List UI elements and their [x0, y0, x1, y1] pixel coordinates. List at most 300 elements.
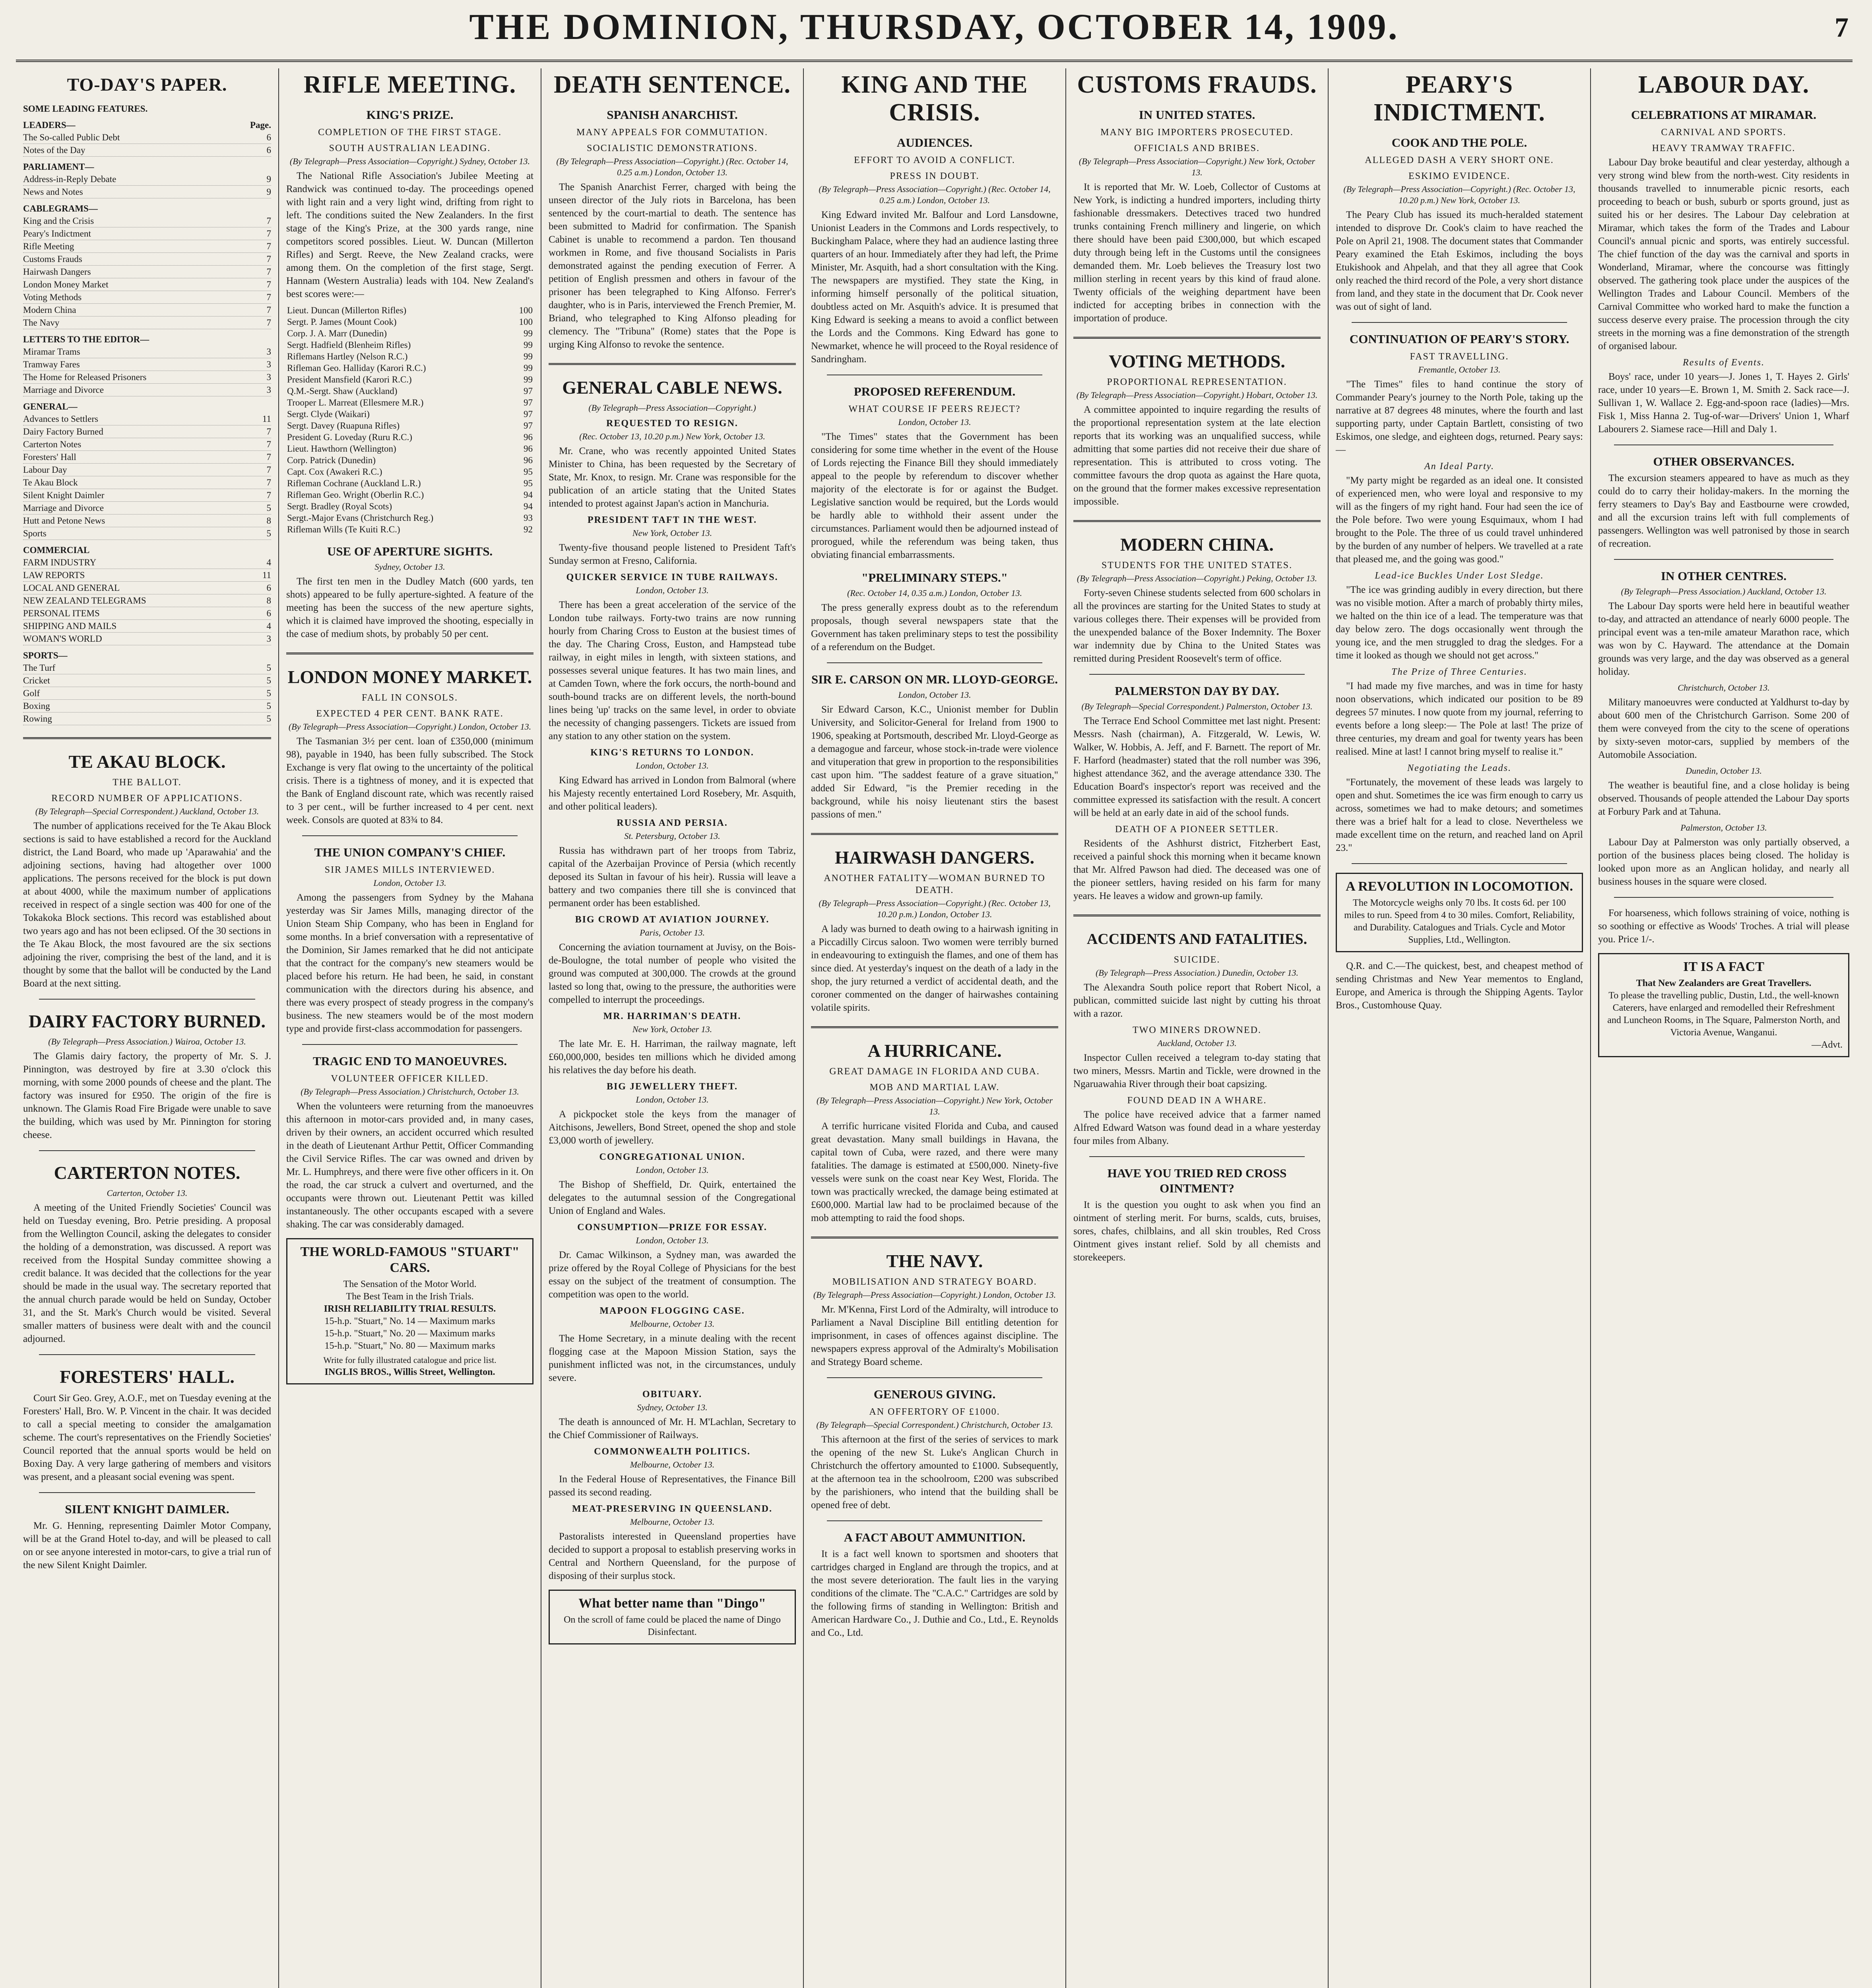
- index-item: [23, 266, 271, 278]
- te-akau-sub2: RECORD NUMBER OF APPLICATIONS.: [51, 793, 243, 804]
- spanish-sub: MANY APPEALS FOR COMMUTATION.: [576, 127, 768, 138]
- dairy-dateline: (By Telegraph—Press Association.) Wairoa, October 13.: [48, 1037, 246, 1046]
- china-dateline: (By Telegraph—Press Association—Copyright.) Peking, October 13.: [1077, 573, 1317, 583]
- shipping-agents-notice: Q.R. and C.—The quickest, best, and cheapest method of sending Christmas and New Year mementos to England, Europe, and America is through the Shipping Agents. Taylor Bros., Customhouse Quay.: [1336, 961, 1583, 1011]
- contents-index: [23, 103, 271, 725]
- negotiating-body: "Fortunately, the movement of these leads was largely to open and shut. Sometimes the ice was firm enough to carry us across, sometimes we had to make detours; and sometimes there was a brief halt for a lead to close. Nevertheless we made excellent time on the return, and reached land on April 23.": [1336, 777, 1583, 853]
- aperture-body: The first ten men in the Dudley Match (600 yards, ten shots) appeared to be fully aperture-sighted. A feature of the meeting has been the success of the new aperture sights, which it is claimed have improved the shooting, especially in the case of medium shots, by probably 50 per cent.: [286, 576, 533, 639]
- index-item-page: 4: [266, 557, 271, 567]
- suicide-dateline: (By Telegraph—Press Association.) Dunedin, October 13.: [1095, 968, 1299, 978]
- index-item-page: 6: [266, 145, 271, 155]
- divider: [1089, 674, 1305, 675]
- index-item: [23, 620, 271, 633]
- hurricane-sub2: MOB AND MARTIAL LAW.: [869, 1082, 1000, 1093]
- kings-prize-dateline: (By Telegraph—Press Association—Copyright.) Sydney, October 13.: [289, 156, 530, 166]
- divider: [827, 1377, 1042, 1378]
- index-item-page: 5: [266, 676, 271, 685]
- table-row: [286, 512, 533, 524]
- index-section-label: CABLEGRAMS—: [23, 204, 98, 214]
- silent-knight-heading: SILENT KNIGHT DAIMLER.: [65, 1502, 229, 1516]
- advert-results: [293, 1315, 527, 1352]
- index-item-page: 11: [262, 570, 271, 580]
- pioneer-body: Residents of the Ashhurst district, Fitzherbert East, received a painful shock this morning when it became known that Mr. Alfred Pawson had died. The deceased was one of the pioneer settlers, having resided on his farm for many years. He leaves a widow and grown-up family.: [1073, 838, 1321, 901]
- cook-body: The Peary Club has issued its much-heralded statement intended to disprove Dr. Cook's claim to have reached the Pole on April 21, 1908. The document states that Commander Peary examined the Etah Eskimos, including the boys Etukishook and Ahpelah, and that they all agree that Cook only reached the third record of the Pole, a very short distance from land, and they state in the document that Dr. Cook never was out of sight of land.: [1336, 210, 1583, 312]
- whare-body: The police have received advice that a farmer named Alfred Edward Watson was found dead in a whare yesterday four miles from Albany.: [1073, 1109, 1321, 1146]
- columns: [16, 68, 1856, 1988]
- advert-line: The Sensation of the Motor World.: [343, 1279, 477, 1289]
- cable-item-dateline: Sydney, October 13.: [637, 1402, 708, 1412]
- index-item-page: 3: [266, 372, 271, 382]
- index-item-page: 7: [266, 292, 271, 302]
- palmerston-body: The Terrace End School Committee met last night. Present: Messrs. Nash (chairman), A. Fitzgerald, W. Lewis, W. Walker, W. Hobbis, A. Jeff, and F. Barnett. The report of Mr. F. Harford (headmaster) stated that the roll number was 396, highest attendance 362, and the average attendance 330. The Education Board's inspector's report was received and the committee expressed its satisfaction with the result. A concert will be held at an early date in aid of the school funds.: [1073, 716, 1321, 818]
- divider: [23, 737, 271, 739]
- us-sub: MANY BIG IMPORTERS PROSECUTED.: [1100, 127, 1294, 138]
- index-item-label: Hairwash Dangers: [23, 267, 91, 277]
- competitor-score: 99: [524, 340, 533, 350]
- cable-item-heading: CONGREGATIONAL UNION.: [599, 1152, 745, 1162]
- index-item-page: 3: [266, 347, 271, 357]
- audiences-body: King Edward invited Mr. Balfour and Lord Lansdowne, Unionist Leaders in the Commons and Lords respectively, to Buckingham Palace, where they had an audience lasting three quarters of an hour. Immediately after they had left, the Prime Minister, Mr. Asquith, had a short consultation with the King. The newspapers are mystified. They state the King, in informing himself personally of the political situation, doubtless acted on Mr. Asquith's advice. It is presumed that King Edward is seeking a means to avoid a conflict between the Lords and the Commons. King Edward has gone to Newmarket, whence he will proceed to the Royal residence of Sandringham.: [811, 210, 1058, 365]
- index-section-label: COMMERCIAL: [23, 545, 90, 555]
- money-market-sub: FALL IN CONSOLS.: [361, 693, 458, 703]
- cable-item-dateline: New York, October 13.: [632, 1024, 712, 1034]
- centres-dateline: (By Telegraph—Press Association.) Auckland, October 13.: [1621, 586, 1827, 596]
- referendum-sub: WHAT COURSE IF PEERS REJECT?: [848, 404, 1021, 414]
- ammunition-body: It is a fact well known to sportsmen and shooters that cartridges charged in England are through the tropics, and at the most severe deterioration. The fault lies in the varying conditions of the climate. The "C.A.C." Cartridges are sold by the following firms of standing in Wellington: British and American Hardware Co., J. Duthie and Co., Ltd., E. Reynolds and Co., Ltd.: [811, 1549, 1058, 1638]
- continuation-sub: FAST TRAVELLING.: [1410, 351, 1509, 362]
- cook-dateline: (By Telegraph—Press Association—Copyright.) (Rec. October 13, 10.20 p.m.) New York, October 13.: [1343, 184, 1575, 205]
- index-item-label: Tramway Fares: [23, 359, 80, 369]
- index-item: [23, 346, 271, 358]
- competitor-name: President G. Loveday (Ruru R.C.): [287, 432, 412, 442]
- divider: [39, 999, 255, 1000]
- table-row: [286, 397, 533, 408]
- competitor-score: 100: [519, 305, 533, 315]
- advert-title: THE WORLD-FAMOUS "STUART" CARS.: [300, 1244, 520, 1275]
- index-item: [23, 594, 271, 607]
- navy-dateline: (By Telegraph—Press Association—Copyright.) London, October 13.: [813, 1290, 1056, 1300]
- hairwash-heading: HAIRWASH DANGERS.: [835, 847, 1034, 868]
- cable-item-body: The Bishop of Sheffield, Dr. Quirk, entertained the delegates to the autumnal session of the Congregational Union of England and Wales.: [549, 1179, 796, 1216]
- stuart-cars-advert: [286, 1238, 533, 1384]
- cable-item-dateline: London, October 13.: [636, 1165, 709, 1175]
- voting-body: A committee appointed to inquire regarding the results of the proportional representation system at the late election reports that its working was an unqualified success, while admitting that some parties did not receive their due share of representation. This is attributed to cross voting. The committee favours the drop quota as against the Hare quota, on the ground that the former makes excessive representation impossible.: [1073, 404, 1321, 507]
- advert-agent: INGLIS BROS., Willis Street, Wellington.: [324, 1367, 495, 1377]
- index-item-label: Rifle Meeting: [23, 241, 74, 251]
- prize-body: "I had made my five marches, and was in time for hasty noon observations, which indicated our position to be 89 degrees 57 minutes. I now quote from my journal, referring to events before a long sleep:— The Pole at last! The prize of three centuries, my dream and goal for twenty years has been realised. Mine at last! I cannot bring myself to realise it.": [1336, 681, 1583, 757]
- table-row: [286, 443, 533, 454]
- peary-heading: PEARY'S INDICTMENT.: [1373, 71, 1545, 126]
- index-item-page: 5: [266, 701, 271, 711]
- drowned-dateline: Auckland, October 13.: [1157, 1038, 1237, 1048]
- column-4: [803, 68, 1065, 1988]
- miramar-sub2: HEAVY TRAMWAY TRAFFIC.: [1652, 143, 1796, 153]
- competitor-name: Sergt. Davey (Ruapuna Rifles): [287, 421, 400, 431]
- competitor-name: Rifleman Geo. Wright (Oberlin R.C.): [287, 490, 424, 500]
- competitor-name: Corp. Patrick (Dunedin): [287, 455, 376, 465]
- cook-heading: COOK AND THE POLE.: [1391, 136, 1527, 149]
- index-section: [23, 649, 271, 662]
- divider: [1352, 863, 1567, 864]
- preliminary-heading: "PRELIMINARY STEPS.": [861, 571, 1008, 584]
- ideal-body: "My party might be regarded as an ideal one. It consisted of experienced men, who were loyal and responsive to my will as the fingers of my right hand. Four had seen the ice of the Pole before. Two were young Esquimaux, whom I had brought to the Pole. The three of us could travel unhindered by the burden of any number of helpers. We travelled at a rate that pleased me, and the going was good.": [1336, 475, 1583, 565]
- cable-item-heading: MEAT-PRESERVING IN QUEENSLAND.: [572, 1504, 772, 1514]
- table-row: [286, 408, 533, 420]
- index-item-label: Advances to Settlers: [23, 414, 99, 424]
- masthead: [16, 0, 1853, 62]
- table-row: [286, 351, 533, 362]
- competitor-score: 94: [524, 490, 533, 500]
- index-item: [23, 144, 271, 157]
- index-item-label: The Home for Released Prisoners: [23, 372, 147, 382]
- index-item-page: 7: [266, 439, 271, 449]
- cable-item-heading: OBITUARY.: [642, 1389, 702, 1400]
- te-akau-sub: THE BALLOT.: [113, 777, 182, 788]
- tragic-dateline: (By Telegraph—Press Association.) Christchurch, October 13.: [301, 1087, 519, 1097]
- cable-item-dateline: St. Petersburg, October 13.: [624, 831, 720, 841]
- dairy-heading: DAIRY FACTORY BURNED.: [28, 1011, 266, 1031]
- giving-heading: GENEROUS GIVING.: [873, 1387, 996, 1401]
- ideal-heading: An Ideal Party.: [1424, 461, 1494, 472]
- ointment-body: It is the question you ought to ask when you find an ointment of sterling merit. For burns, scalds, cuts, bruises, sores, chafes, chilblains, and all skin troubles, Red Cross Ointment gives instant relief. Sold by all chemists and storekeepers.: [1073, 1200, 1321, 1263]
- competitor-name: Rifleman Geo. Halliday (Karori R.C.): [287, 363, 426, 373]
- accidents-heading: ACCIDENTS AND FATALITIES.: [1086, 931, 1307, 947]
- divider: [1614, 559, 1833, 560]
- spanish-dateline: (By Telegraph—Press Association—Copyright.) (Rec. October 14, 0.25 a.m.) London, October 13.: [556, 156, 788, 177]
- china-body: Forty-seven Chinese students selected from 600 scholars in all the provinces are starting for the United States to study at various colleges there. Their expenses will be provided from the unexpended balance of the Boxer Indemnity. The Boxer war indemnity due by China to the United States was remitted during President Roosevelt's term of office.: [1073, 588, 1321, 664]
- audiences-heading: AUDIENCES.: [896, 136, 973, 149]
- column-3: [541, 68, 803, 1988]
- divider: [302, 1044, 518, 1045]
- us-dateline: (By Telegraph—Press Association—Copyright.) New York, October 13.: [1079, 156, 1315, 177]
- cable-item-body: Russia has withdrawn part of her troops from Tabriz, capital of the Azerbaijan Province of Persia (which recently deposed its Sultan in favour of his heir). Russia will leave a battery and two companies there till she is convinced that permanent order has been established.: [549, 845, 796, 909]
- advert-line: That New Zealanders are Great Travellers.: [1636, 978, 1812, 988]
- index-item-label: The So-called Public Debt: [23, 132, 120, 142]
- dunedin-body: The weather is beautiful fine, and a close holiday is being observed. Thousands of people attended the Labour Day sports at Forbury Park and at Tahuna.: [1598, 780, 1849, 817]
- advert-note: Write for fully illustrated catalogue and price list.: [323, 1355, 497, 1365]
- table-row: [286, 454, 533, 466]
- carterton-heading: CARTERTON NOTES.: [54, 1163, 241, 1183]
- table-row: [286, 524, 533, 535]
- us-body: It is reported that Mr. W. Loeb, Collector of Customs at New York, is indicting a hundred importers, including thirty fashionable dressmakers. Detectives traced two hundred trunks containing French millinery and lingerie, on which there should have been paid £300,000, but which escaped duty through being left in the Customs until the consignees demanded them. Mr. Loeb believes the Treasury lost two million sterling in recent years by this kind of fraud alone. Twenty officials of the weighing department have been indicted for accepting bribes in connection with the importation of produce.: [1073, 182, 1321, 324]
- cable-item-body: In the Federal House of Representatives, the Finance Bill passed its second reading.: [549, 1474, 796, 1498]
- index-item-label: PERSONAL ITEMS: [23, 608, 100, 618]
- competitor-name: Sergt. Hadfield (Blenheim Rifles): [287, 340, 411, 350]
- index-item: [23, 173, 271, 186]
- column-7: [1590, 68, 1856, 1988]
- index-item: [23, 712, 271, 725]
- giving-body: This afternoon at the first of the series of services to mark the opening of the new St. Luke's Anglican Church in Christchurch the offertory amounted to £1000. Subsequently, at the afternoon tea in the schoolroom, £200 was subscribed by the parishioners, who intend that the building shall be opened free of debt.: [811, 1434, 1058, 1510]
- competitor-name: Lieut. Hawthorn (Wellington): [287, 444, 396, 454]
- index-item-label: Modern China: [23, 305, 76, 315]
- index-item: [23, 304, 271, 316]
- competitor-score: 92: [524, 524, 533, 534]
- index-item: [23, 358, 271, 371]
- index-item-label: Hutt and Petone News: [23, 516, 105, 526]
- money-market-sub2: EXPECTED 4 PER CENT. BANK RATE.: [316, 709, 504, 719]
- cable-item-dateline: (Rec. October 13, 10.20 p.m.) New York, October 13.: [579, 431, 765, 441]
- cable-news-heading: GENERAL CABLE NEWS.: [562, 377, 782, 398]
- death-sentence-heading: DEATH SENTENCE.: [553, 71, 791, 98]
- continuation-heading: CONTINUATION OF PEARY'S STORY.: [1349, 332, 1569, 346]
- navy-heading: THE NAVY.: [886, 1251, 983, 1271]
- cable-item-dateline: Melbourne, October 13.: [630, 1319, 715, 1329]
- christchurch-dateline: Christchurch, October 13.: [1678, 683, 1770, 693]
- index-item: [23, 662, 271, 674]
- index-item: [23, 438, 271, 451]
- table-row: [286, 431, 533, 443]
- index-item: [23, 240, 271, 253]
- referendum-dateline: London, October 13.: [898, 417, 971, 427]
- audiences-sub: EFFORT TO AVOID A CONFLICT.: [854, 155, 1015, 165]
- index-item: [23, 502, 271, 514]
- audiences-dateline: (By Telegraph—Press Association—Copyright.) (Rec. October 14, 0.25 a.m.) London, October 13.: [819, 184, 1051, 205]
- hurricane-sub: GREAT DAMAGE IN FLORIDA AND CUBA.: [829, 1066, 1040, 1077]
- cable-item-body: The late Mr. E. H. Harriman, the railway magnate, left £60,000,000, besides ten millions which he divided among his relatives the day before his death.: [549, 1039, 796, 1076]
- preliminary-body: The press generally express doubt as to the referendum proposals, though several newspapers state that the Government has taken preliminary steps to test the possibility of a referendum on the Budget.: [811, 602, 1058, 652]
- foresters-heading: FORESTERS' HALL.: [60, 1367, 235, 1387]
- cable-news-items: [549, 417, 796, 1582]
- cable-item-body: There has been a great acceleration of the service of the London tube railways. Forty-two trains are now running hourly from Charing Cross to Euston at the busiest times of the day. The Charing Cross, Euston, and Hampstead tube railway, in eight miles in length, with sixteen stations, and possesses several unique features. It has two main lines, and at Camden Town, where the fork occurs, the north-bound and south-bound tracks are on different levels, the north-bound lines being 'up' tracks on the same level, in order to obviate the necessity of changing passengers. Tickets are issued from any station to any other station on the system.: [549, 600, 796, 742]
- competitor-score: 100: [519, 317, 533, 327]
- leads-heading: Lead-ice Buckles Under Lost Sledge.: [1375, 571, 1544, 581]
- advert-line: The Best Team in the Irish Trials.: [346, 1291, 474, 1302]
- cable-item-body: A pickpocket stole the keys from the manager of Aitchisons, Jewellers, Bond Street, opened the shop and stole £3,000 worth of jewellery.: [549, 1109, 796, 1146]
- index-item-label: Golf: [23, 688, 40, 698]
- index-item-page: 7: [266, 267, 271, 277]
- index-item-label: NEW ZEALAND TELEGRAMS: [23, 596, 146, 606]
- competitor-name: Capt. Cox (Awakeri R.C.): [287, 467, 382, 477]
- money-market-body: The Tasmanian 3½ per cent. loan of £350,000 (minimum 98), payable in 1940, has been fully subscribed. The Stock Exchange is very flat owing to the uncertainty of the political crisis. There is a tightness of money, and it is expected that the Bank of England discount rate, which was recently raised to 3 per cent., will be further increased to 4 per cent. next week. Consols are quoted at 83¾ to 84.: [286, 736, 533, 825]
- cable-item-dateline: London, October 13.: [636, 1235, 709, 1245]
- divider: [39, 1354, 255, 1355]
- tragic-body: When the volunteers were returning from the manoeuvres this afternoon in motor-cars provided and, in many cases, driven by their owners, an accident occurred which resulted in the death of Lieutenant Arthur Pettit, Officer Commanding the Civil Service Rifles. The car was owned and driven by Mr. L. Humphreys, and there were five other officers in it. On the road, the car struck a culvert and overturned, and the occupants were thrown out. Lieutenant Pettit was killed instantaneously. The other occupants escaped with a severe shaking. The car was considerably damaged.: [286, 1101, 533, 1230]
- table-row: [286, 305, 533, 316]
- competitor-score: 94: [524, 501, 533, 511]
- index-item-label: Te Akau Block: [23, 478, 78, 487]
- other-heading: OTHER OBSERVANCES.: [1653, 454, 1794, 468]
- races-body: Boys' race, under 10 years—J. Jones 1, T. Hayes 2. Girls' race, under 10 years—E. Brown 1, M. Smith 2. Sack race—J. Sullivan 1, W. Wallace 2. Egg-and-spoon race (ladies)—Mrs. Fisk 1, Miss Hanna 2. Tug-of-war—Drivers' Union 1, Wharf Labourers 2. Siamese race—Hill and Daly 1.: [1598, 371, 1849, 435]
- index-item-label: News and Notes: [23, 187, 83, 197]
- christchurch-body: Military manoeuvres were conducted at Yaldhurst to-day by about 600 men of the Christchurch Garrison. Some 200 of them were conveyed from the city to the scene of operations by sixty-seven motor-cars, supplied by members of the Automobile Association.: [1598, 697, 1849, 760]
- index-section: [23, 161, 271, 173]
- index-item-page: 6: [266, 608, 271, 618]
- competitor-name: Sergt.-Major Evans (Christchurch Reg.): [287, 513, 434, 523]
- cable-item-dateline: Paris, October 13.: [640, 928, 705, 938]
- king-crisis-heading: KING AND THE CRISIS.: [841, 71, 1028, 126]
- cable-item-dateline: London, October 13.: [636, 1095, 709, 1105]
- tragic-heading: TRAGIC END TO MANOEUVRES.: [312, 1054, 507, 1068]
- motorcycle-advert: [1336, 873, 1583, 952]
- carson-heading: SIR E. CARSON ON MR. LLOYD-GEORGE.: [811, 672, 1058, 686]
- table-row: [286, 328, 533, 339]
- carterton-dateline: Carterton, October 13.: [107, 1188, 188, 1198]
- index-item: [23, 451, 271, 464]
- centres-heading: IN OTHER CENTRES.: [1661, 569, 1787, 583]
- cable-item-heading: QUICKER SERVICE IN TUBE RAILWAYS.: [566, 572, 778, 582]
- voting-sub: PROPORTIONAL REPRESENTATION.: [1107, 377, 1287, 387]
- index-item: [23, 556, 271, 569]
- index-section: [23, 333, 271, 346]
- index-item: [23, 215, 271, 227]
- index-item-label: Notes of the Day: [23, 145, 85, 155]
- index-section-label: GENERAL—: [23, 402, 78, 412]
- hairwash-body: A lady was burned to death owing to a hairwash igniting in a Piccadilly Circus saloon. Two women were terribly burned in endeavouring to extinguish the flames, and one of them has since died. At yesterday's inquest on the death of a lady in the shop, the jury returned a verdict of accidental death, and the coroner commented on the danger of hairwashes containing volatile spirits.: [811, 924, 1058, 1013]
- index-item: [23, 514, 271, 527]
- spanish-sub2: SOCIALISTIC DEMONSTRATIONS.: [586, 143, 758, 153]
- index-section: [23, 103, 271, 115]
- index-section-label: LEADERS—: [23, 120, 76, 130]
- index-item-page: 3: [266, 385, 271, 395]
- index-item-label: Customs Frauds: [23, 254, 82, 264]
- centres-body: The Labour Day sports were held here in beautiful weather to-day, and attracted an attendance of nearly 6000 people. The principal event was a ten-mile amateur Marathon race, which was won by C. Hayward. The attendance at the Domain grounds was very large, and the day was observed as a general holiday.: [1598, 601, 1849, 677]
- index-item-label: LAW REPORTS: [23, 570, 85, 580]
- advert-body: The Motorcycle weighs only 70 lbs. It costs 6d. per 100 miles to run. Speed from 4 to 30 miles. Comfort, Reliability, and Durability. Catalogues and Trials. Cycle and Motor Supplies, Ltd., Wellington.: [1344, 898, 1575, 945]
- drowned-body: Inspector Cullen received a telegram to-day stating that two miners, Messrs. Martin and Tickle, were drowned in the Ngaruawahia River through their boat capsizing.: [1073, 1052, 1321, 1089]
- carterton-body: A meeting of the United Friendly Societies' Council was held on Tuesday evening, Bro. Petrie presiding. A proposal from the Wellington Council, asking the delegates to consider the holding of a demonstration, was discussed. A report was received from the Hospital Sunday committee showing a credit balance. It was decided that the collections for the year should be made in the usual way. The secretary reported that the annual church parade would be held on Sunday, October 31, and the St. Mark's Church would be visited. Several smaller matters of business were dealt with and the council adjourned.: [23, 1202, 271, 1344]
- index-item-label: London Money Market: [23, 280, 109, 289]
- audiences-sub2: PRESS IN DOUBT.: [890, 171, 980, 181]
- index-item-label: LOCAL AND GENERAL: [23, 583, 120, 593]
- voting-dateline: (By Telegraph—Press Association—Copyright.) Hobart, October 13.: [1076, 390, 1318, 400]
- spanish-body: The Spanish Anarchist Ferrer, charged with being the unseen director of the July riots in Barcelona, has been sentenced by the court-martial to death. The sentence has been submitted to Madrid for confirmation. The Spanish Cabinet is unable to recommend a pardon. Ten thousand workmen in Rome, and five thousand Socialists in Paris demonstrated against the pending execution of Ferrer. A petition of English pressmen and others in favour of the prisoner has been telegraphed to King Alfonso. Ferrer's daughter, who is in Paris, interviewed the French Premier, M. Briand, who telegraphed to King Alfonso pleading for clemency. The "Tribuna" (Rome) states that the Pope is urging King Alfonso to revoke the sentence.: [549, 182, 796, 350]
- index-item-page: 7: [266, 465, 271, 475]
- column-1: [16, 68, 278, 1988]
- cable-item-body: The Home Secretary, in a minute dealing with the recent flogging case at the Mapoon Mission Station, says the punishment inflicted was not, in the circumstances, unduly severe.: [549, 1333, 796, 1383]
- cable-item-heading: RUSSIA AND PERSIA.: [617, 818, 728, 828]
- advert-body: On the scroll of fame could be placed the name of Dingo Disinfectant.: [564, 1615, 781, 1637]
- index-item: [23, 131, 271, 144]
- index-item-page: 7: [266, 305, 271, 315]
- index-item: [23, 476, 271, 489]
- competitor-score: 97: [524, 409, 533, 419]
- divider: [302, 835, 518, 836]
- travellers-advert: [1598, 953, 1849, 1057]
- index-item-page: 3: [266, 634, 271, 644]
- table-row: [286, 385, 533, 397]
- miramar-body: Labour Day broke beautiful and clear yesterday, although a very strong wind blew from the north-west. City residents in thousands travelled to innumerable picnic resorts, each proceeding to beach or bush, suburb or sports ground, just as suited his or her desires. The Labour Day celebration at Miramar, which takes the form of the Trades and Labour Council's annual picnic and sports, was entirely successful. The chief function of the day was the carnival and sports in Wonderland, Miramar, where the concourse was fittingly observed. The gathering took place under the auspices of the Wellington Trades and Labour Council. Members of the Carnival Committee who worked hard to make the function a success deserve every praise. The procession through the city streets in the morning was a fine demonstration of the strength of organised labour.: [1598, 157, 1849, 351]
- index-page-header: Page.: [250, 120, 271, 130]
- palmerston-dateline: (By Telegraph—Special Correspondent.) Palmerston, October 13.: [1081, 701, 1313, 711]
- cable-news-dateline: (By Telegraph—Press Association—Copyright.): [588, 403, 756, 413]
- pioneer-heading: DEATH OF A PIONEER SETTLER.: [1115, 824, 1279, 835]
- troches-notice: For hoarseness, which follows straining of voice, nothing is so soothing or effective as Woods' Troches. A trial will please you. Price 1/-.: [1598, 908, 1849, 945]
- te-akau-dateline: (By Telegraph—Special Correspondent.) Auckland, October 13.: [35, 806, 259, 816]
- index-item: [23, 371, 271, 384]
- competitor-score: 96: [524, 432, 533, 442]
- ammunition-heading: A FACT ABOUT AMMUNITION.: [844, 1530, 1026, 1544]
- index-section: [23, 400, 271, 413]
- index-item-label: Silent Knight Daimler: [23, 490, 105, 500]
- divider: [811, 1026, 1058, 1028]
- ointment-heading: HAVE YOU TRIED RED CROSS OINTMENT?: [1107, 1166, 1287, 1195]
- index-item-page: 5: [266, 503, 271, 513]
- palmerston-labour-dateline: Palmerston, October 13.: [1680, 823, 1767, 833]
- index-section: [23, 202, 271, 215]
- dairy-body: The Glamis dairy factory, the property of Mr. S. J. Pinnington, was destroyed by fire at 3.30 o'clock this morning, with some 2000 pounds of cheese and the plant. The factory was insured for £950. The origin of the fire is unknown. The Glamis Road Fire Brigade were unable to save the building, which was used by Mr. Pinnington for storing cheese.: [23, 1051, 271, 1140]
- cable-item-heading: REQUESTED TO RESIGN.: [606, 418, 738, 429]
- index-item-page: 6: [266, 583, 271, 593]
- index-section: [23, 544, 271, 556]
- competitor-name: Rifleman Cochrane (Auckland L.R.): [287, 478, 421, 488]
- index-item: [23, 413, 271, 425]
- index-item-page: 9: [266, 187, 271, 197]
- table-row: [286, 501, 533, 512]
- index-item-page: 7: [266, 427, 271, 437]
- todays-paper-heading: TO-DAY'S PAPER.: [67, 74, 227, 95]
- races-heading: Results of Events.: [1683, 357, 1765, 368]
- cook-sub: ALLEGED DASH A VERY SHORT ONE.: [1365, 155, 1554, 165]
- index-section-label: SPORTS—: [23, 650, 68, 660]
- leads-body: "The ice was grinding audibly in every direction, but there was no visible motion. After a march of probably thirty miles, we halted on the thin ice of a lead. The temperature was that day below zero. The dogs occasionally went through the young ice, and the men struggled to drag the sledges. For a time it looked as though we should not get across.": [1336, 584, 1583, 661]
- rifle-meeting-heading: RIFLE MEETING.: [303, 71, 516, 98]
- column-6: [1328, 68, 1590, 1988]
- index-item-label: Marriage and Divorce: [23, 503, 104, 513]
- index-item-page: 5: [266, 714, 271, 724]
- divider: [811, 833, 1058, 835]
- cable-item-body: Concerning the aviation tournament at Juvisy, on the Bois-de-Boulogne, the total number of people who visited the ground was computed at 300,000. The crowds at the ground lasted so long that, owing to the pressure, the authorities were compelled to interrupt the proceedings.: [549, 942, 796, 1005]
- cable-item-heading: BIG CROWD AT AVIATION JOURNEY.: [575, 914, 770, 925]
- index-item-page: 3: [266, 359, 271, 369]
- index-item-page: 8: [266, 596, 271, 606]
- index-item-page: 6: [266, 132, 271, 142]
- competitor-name: Sergt. Clyde (Waikari): [287, 409, 370, 419]
- index-item-page: 5: [266, 663, 271, 673]
- index-item-page: 5: [266, 528, 271, 538]
- index-item: [23, 278, 271, 291]
- referendum-body: "The Times" states that the Government has been considering for some time whether in the event of the House of Lords rejecting the Finance Bill they should immediately appeal to the people by referendum to discover whether majority of the electorate is for or against the Budget. Legislative sanction would be required, but the Lords would be hardly able to withhold their assent under the circumstances. Parliament would then be adjourned instead of prorogued, while the referendum was being taken, thus obviating financial embarrassments.: [811, 431, 1058, 560]
- index-item-page: 8: [266, 516, 271, 526]
- whare-heading: FOUND DEAD IN A WHARE.: [1127, 1095, 1267, 1106]
- index-item-label: Dairy Factory Burned: [23, 427, 103, 437]
- competitor-score: 99: [524, 351, 533, 361]
- kings-prize-sub2: SOUTH AUSTRALIAN LEADING.: [329, 143, 491, 153]
- index-item-page: 7: [266, 490, 271, 500]
- competitor-name: Corp. J. A. Marr (Dunedin): [287, 328, 387, 338]
- table-row: [286, 362, 533, 374]
- index-item-label: WOMAN'S WORLD: [23, 634, 102, 644]
- cable-item-dateline: London, October 13.: [636, 585, 709, 595]
- te-akau-body: The number of applications received for the Te Akau Block sections is said to have established a record for the Auckland district, the Land Board, who made up 'Aparawahia' and the adjoining sections, having had altogether over 1000 applications. The persons received for the block is put down at about 4000, while the maximum number of applications received in respect of a single section was 400 for one of the Tokakoka Block sections. This record was established about two years ago and has not been eclipsed. Of the 30 sections in the Te Akau Block, the most favoured are the six sections adjoining the river, comprising the best of the land, and it is thought by some that the ballot will be conducted by the Land Board at the next sitting.: [23, 821, 271, 989]
- competitor-score: 95: [524, 467, 533, 477]
- competitor-score: 99: [524, 375, 533, 384]
- cable-item-dateline: London, October 13.: [636, 761, 709, 771]
- competitor-score: 96: [524, 444, 533, 454]
- competitor-name: Rifleman Wills (Te Kuiti R.C.): [287, 524, 400, 534]
- cable-item-dateline: Melbourne, October 13.: [630, 1517, 715, 1527]
- divider: [1073, 520, 1321, 522]
- index-item-page: 7: [266, 280, 271, 289]
- index-item: [23, 316, 271, 329]
- index-item-page: 5: [266, 688, 271, 698]
- index-item: [23, 633, 271, 645]
- cable-item-heading: KING'S RETURNS TO LONDON.: [590, 747, 754, 758]
- column-5: [1065, 68, 1328, 1988]
- spanish-heading: SPANISH ANARCHIST.: [607, 108, 738, 122]
- results-table: [286, 305, 533, 535]
- silent-knight-body: Mr. G. Henning, representing Daimler Motor Company, will be at the Grand Hotel to-day, and will be pleased to call on or see anyone interested in motor-cars, to give a trial run of the new Silent Knight Daimler.: [23, 1520, 271, 1571]
- competitor-name: Sergt. Bradley (Royal Scots): [287, 501, 392, 511]
- drowned-heading: TWO MINERS DROWNED.: [1133, 1025, 1261, 1035]
- index-item-label: King and the Crisis: [23, 216, 94, 226]
- cable-item-dateline: Melbourne, October 13.: [630, 1460, 715, 1470]
- hurricane-dateline: (By Telegraph—Press Association—Copyright.) New York, October 13.: [816, 1095, 1053, 1116]
- cable-item-heading: CONSUMPTION—PRIZE FOR ESSAY.: [577, 1222, 767, 1233]
- cable-item-heading: MAPOON FLOGGING CASE.: [599, 1306, 745, 1316]
- palmerston-labour-body: Labour Day at Palmerston was only partially observed, a portion of the business places being closed. The holiday is looked upon more as an Anglican holiday, and nearly all business houses in the square were closed.: [1598, 837, 1849, 887]
- dunedin-dateline: Dunedin, October 13.: [1686, 766, 1762, 776]
- advert-result-row: 15-h.p. "Stuart," No. 14 — Maximum marks: [324, 1316, 495, 1326]
